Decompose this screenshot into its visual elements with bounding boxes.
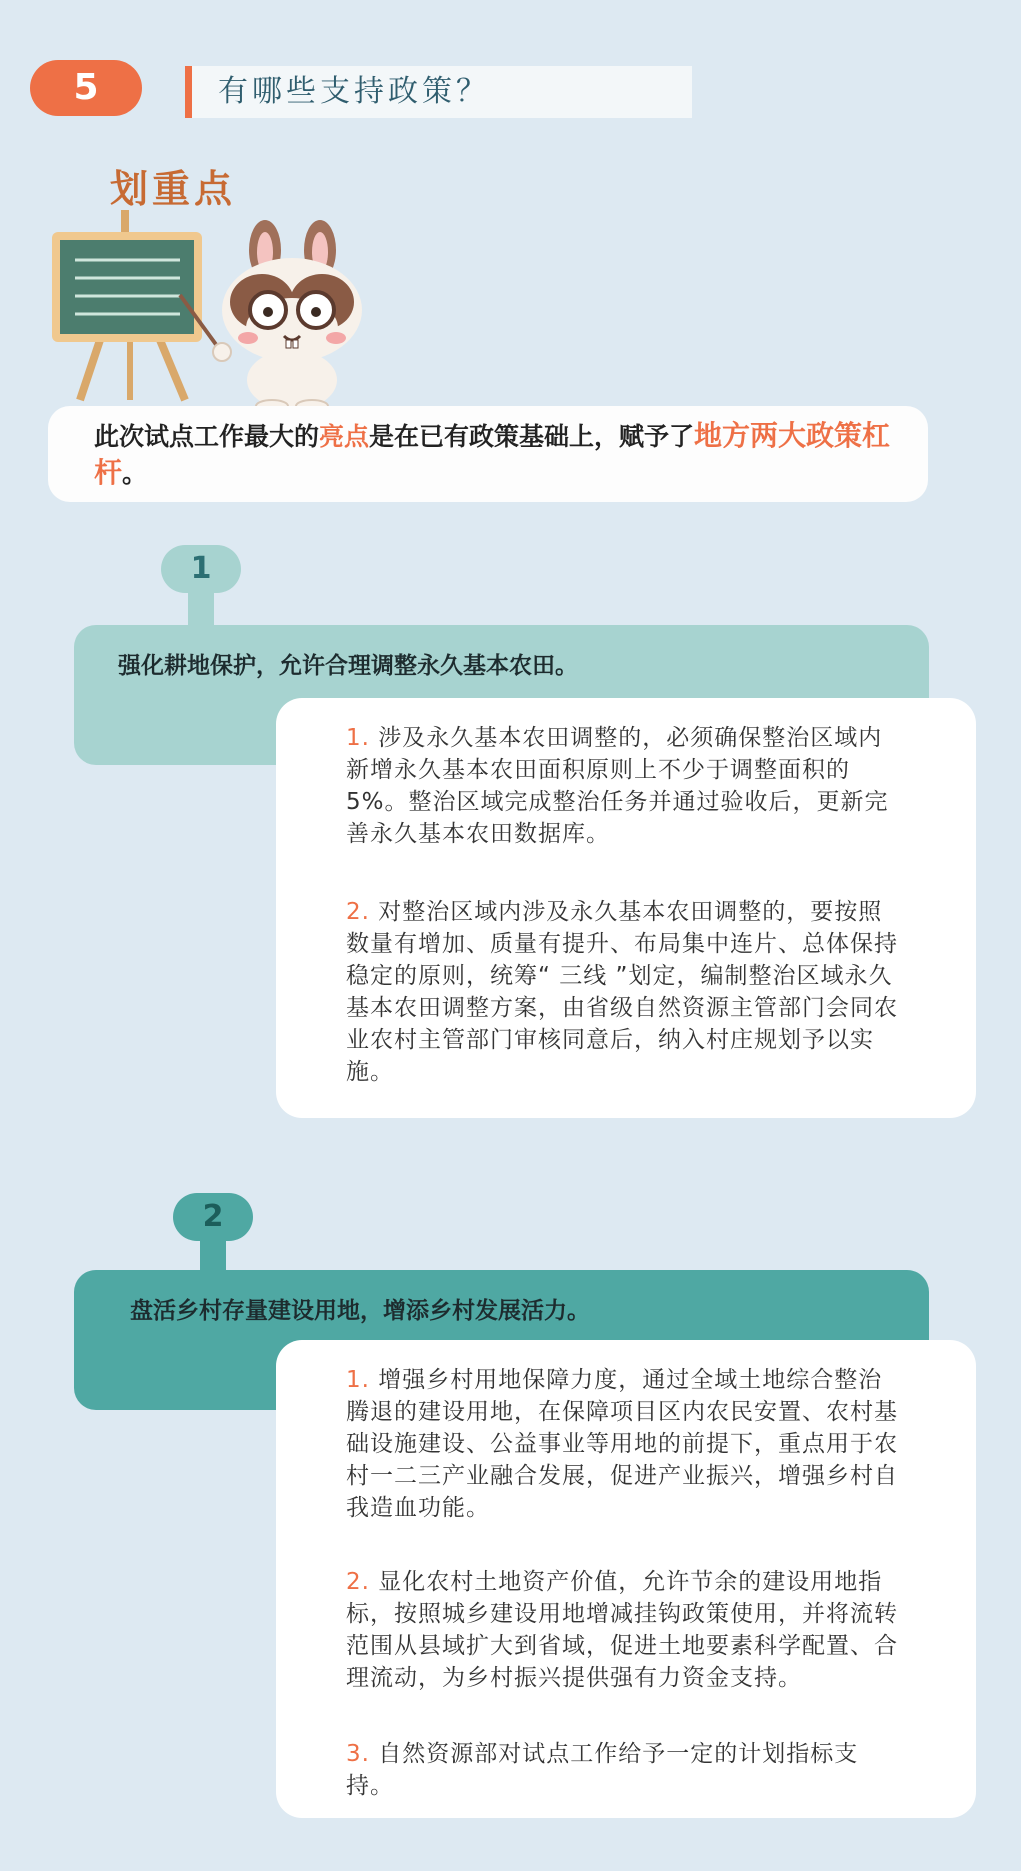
intro-text-end: 。 [122, 459, 148, 488]
section-2-number: 2 [173, 1193, 253, 1241]
section-2-heading: 盘活乡村存量建设用地，增添乡村发展活力。 [130, 1298, 590, 1324]
item-index: 1. [346, 725, 370, 751]
section-title: 有哪些支持政策？ [218, 74, 490, 109]
item-index: 2. [346, 1569, 370, 1595]
section-1-number: 1 [161, 545, 241, 593]
section-title-bar [185, 66, 692, 118]
list-item [346, 1364, 906, 1524]
section-1-card [276, 698, 976, 1118]
intro-text [94, 418, 914, 492]
item-index: 3. [346, 1741, 370, 1767]
list-item [346, 1566, 906, 1694]
intro-highlight-2: 地方两大政策杠杆 [94, 419, 891, 489]
intro-highlight-1: 亮点 [319, 422, 370, 451]
item-text: 对整治区域内涉及永久基本农田调整的，要按照数量有增加、质量有提升、布局集中连片、总体保持稳定的原则，统筹“ 三线 ”划定，编制整治区域永久基本农田调整方案，由省级自然资源主管部门会同农业农村主管部门审核同意后，纳入村庄规划予以实施。 [346, 899, 898, 1085]
item-text: 增强乡村用地保障力度，通过全域土地综合整治腾退的建设用地，在保障项目区内农民安置、农村基础设施建设、公益事业等用地的前提下，重点用于农村一二三产业融合发展，促进产业振兴，增强乡村自我造血功能。 [346, 1367, 898, 1521]
easel-icon [52, 210, 202, 400]
intro-card [48, 406, 928, 502]
list-item [346, 896, 906, 1088]
key-points-label: 划重点 [110, 167, 237, 211]
item-index: 2. [346, 899, 370, 925]
rabbit-teacher-illustration [50, 210, 390, 410]
intro-text-middle: 是在已有政策基础上，赋予了 [369, 422, 695, 451]
list-item [346, 722, 906, 850]
item-text: 涉及永久基本农田调整的，必须确保整治区域内新增永久基本农田面积原则上不少于调整面积的 5%。整治区域完成整治任务并通过验收后，更新完善永久基本农田数据库。 [346, 725, 889, 847]
item-text: 自然资源部对试点工作给予一定的计划指标支持。 [346, 1741, 859, 1799]
item-index: 1. [346, 1367, 370, 1393]
section-1-heading: 强化耕地保护，允许合理调整永久基本农田。 [118, 653, 578, 679]
intro-text-before: 此次试点工作最大的 [94, 422, 320, 451]
item-text: 显化农村土地资产价值，允许节余的建设用地指标，按照城乡建设用地增减挂钩政策使用，并将流转范围从县域扩大到省域，促进土地要素科学配置、合理流动，为乡村振兴提供强有力资金支持。 [346, 1569, 898, 1691]
rabbit-icon [180, 220, 362, 410]
list-item [346, 1738, 906, 1802]
section-number-badge: 5 [30, 60, 142, 116]
section-2-card [276, 1340, 976, 1818]
